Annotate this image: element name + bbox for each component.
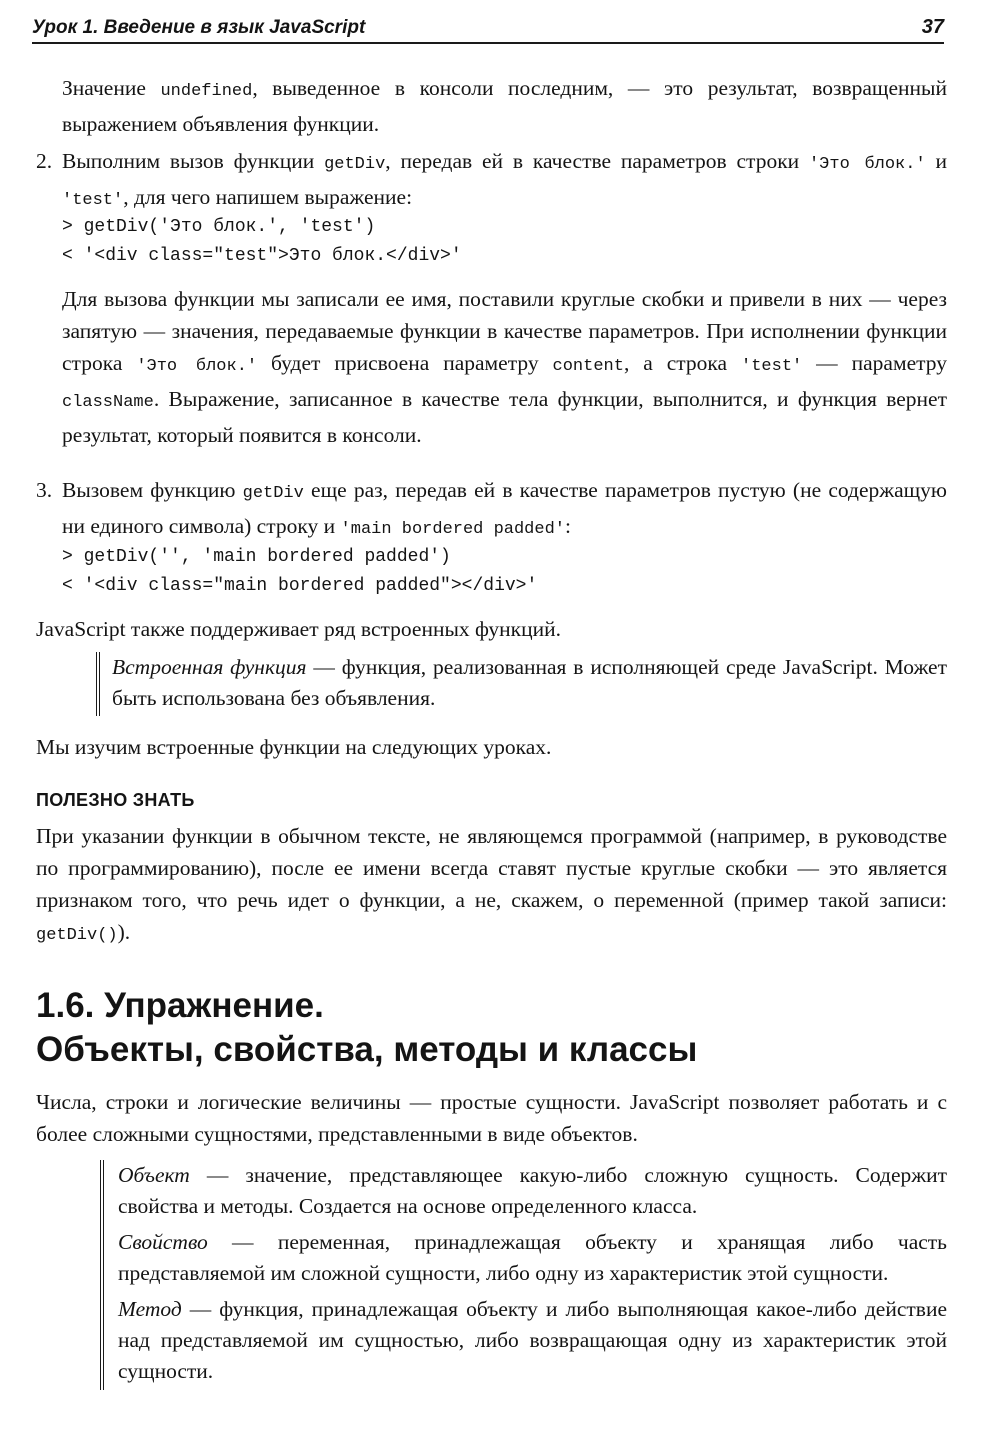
definition-property [118, 1227, 947, 1289]
paragraph-call-explanation [62, 283, 947, 451]
inline-code: 'test' [741, 357, 803, 376]
text: . Выражение, записанное в качестве тела функции, выполнится, и функция вернет результат, который появится в консоли. [62, 387, 947, 447]
inline-code: 'Это блок.' [808, 155, 926, 174]
term: Метод [118, 1297, 182, 1321]
inline-code: 'test' [62, 191, 124, 210]
list-number-3: 3. [36, 478, 53, 502]
definition-method [118, 1294, 947, 1387]
text: — значение, представляющее какую-либо сложную сущность. Содержит свойства и методы. Создается на основе определенного класса. [118, 1163, 947, 1218]
inline-code: className [62, 393, 154, 412]
definition-object [118, 1160, 947, 1222]
definition-builtin-function [112, 652, 947, 714]
inline-code: 'main bordered padded' [340, 520, 565, 539]
paragraph-undefined-result [62, 72, 947, 140]
code-line-output: < '<div class="test">Это блок.</div>' [62, 246, 462, 266]
text: — переменная, принадлежащая объекту и хранящая либо часть представляемой им сложной сущности, либо одну из характеристик этой сущности. [118, 1230, 947, 1285]
term: Свойство [118, 1230, 208, 1254]
text: — функция, принадлежащая объекту и либо выполняющая какое-либо действие над представляемой им сущностью, либо возвращающая одну из характеристик этой сущности. [118, 1297, 947, 1383]
header-title: Урок 1. Введение в язык JavaScript [32, 17, 366, 38]
text: и [925, 149, 947, 173]
text: , а строка [623, 351, 742, 375]
list-item-2 [62, 145, 947, 217]
inline-code: getDiv [324, 155, 386, 174]
term: Объект [118, 1163, 190, 1187]
text: , для чего напишем выражение: [123, 185, 413, 209]
term: Встроенная функция [112, 655, 307, 679]
code-line-input: > getDiv('', 'main bordered padded') [62, 547, 451, 567]
text: Для вызова функции мы записали ее имя, поставили круглые скобки и привели в них — через запятую — значения, передаваемые функции в качестве параметров. При исполнении функции строка [62, 287, 947, 375]
text: , выведенное в консоли последним, — это результат, возвращенный выражением объявления функции. [62, 76, 947, 136]
text: : [564, 514, 571, 538]
text: При указании функции в обычном тексте, не являющемся программой (например, в руководстве по программированию), после ее имени всегда ставят пустые круглые скобки — это является признаком того, что речь идет о функции, а не, скажем, о переменной (пример такой записи: [36, 824, 947, 912]
paragraph-builtin-outro: Мы изучим встроенные функции на следующих уроках. [36, 735, 552, 759]
section-title-line-2: Объекты, свойства, методы и классы [36, 1030, 698, 1069]
note-text [36, 820, 947, 952]
text: будет присвоена параметру [257, 351, 553, 375]
code-line-output: < '<div class="main bordered padded"></div>' [62, 576, 538, 596]
running-header [32, 10, 944, 44]
page-number: 37 [921, 16, 944, 38]
text: Выполним вызов функции [62, 149, 325, 173]
text: ). [117, 920, 131, 944]
definitions-bar [100, 1160, 104, 1390]
list-item-3 [62, 474, 947, 546]
list-number-2: 2. [36, 149, 53, 173]
note-heading: ПОЛЕЗНО ЗНАТЬ [36, 790, 195, 810]
inline-code: undefined [160, 82, 253, 101]
text: — параметру [802, 351, 947, 375]
definition-bar [96, 652, 100, 716]
text: Вызовем функцию [62, 478, 243, 502]
inline-code: getDiv() [36, 926, 118, 945]
code-line-input: > getDiv('Это блок.', 'test') [62, 217, 376, 237]
inline-code: 'Это блок.' [136, 357, 258, 376]
inline-code: getDiv [242, 484, 304, 503]
text: — функция, реализованная в исполняющей среде JavaScript. Может быть использована без объявления. [112, 655, 947, 710]
inline-code: content [552, 357, 624, 376]
text: еще раз, передав ей в качестве параметров пустую (не содержащую ни единого символа) строку и [62, 478, 947, 538]
paragraph-builtin-intro: JavaScript также поддерживает ряд встроенных функций. [36, 617, 562, 641]
section-title-line-1: 1.6. Упражнение. [36, 986, 324, 1025]
section-intro: Числа, строки и логические величины — простые сущности. JavaScript позволяет работать и с более сложными сущностями, представленными в виде объектов. [36, 1090, 947, 1146]
text: Значение [62, 76, 161, 100]
text: , передав ей в качестве параметров строки [385, 149, 809, 173]
